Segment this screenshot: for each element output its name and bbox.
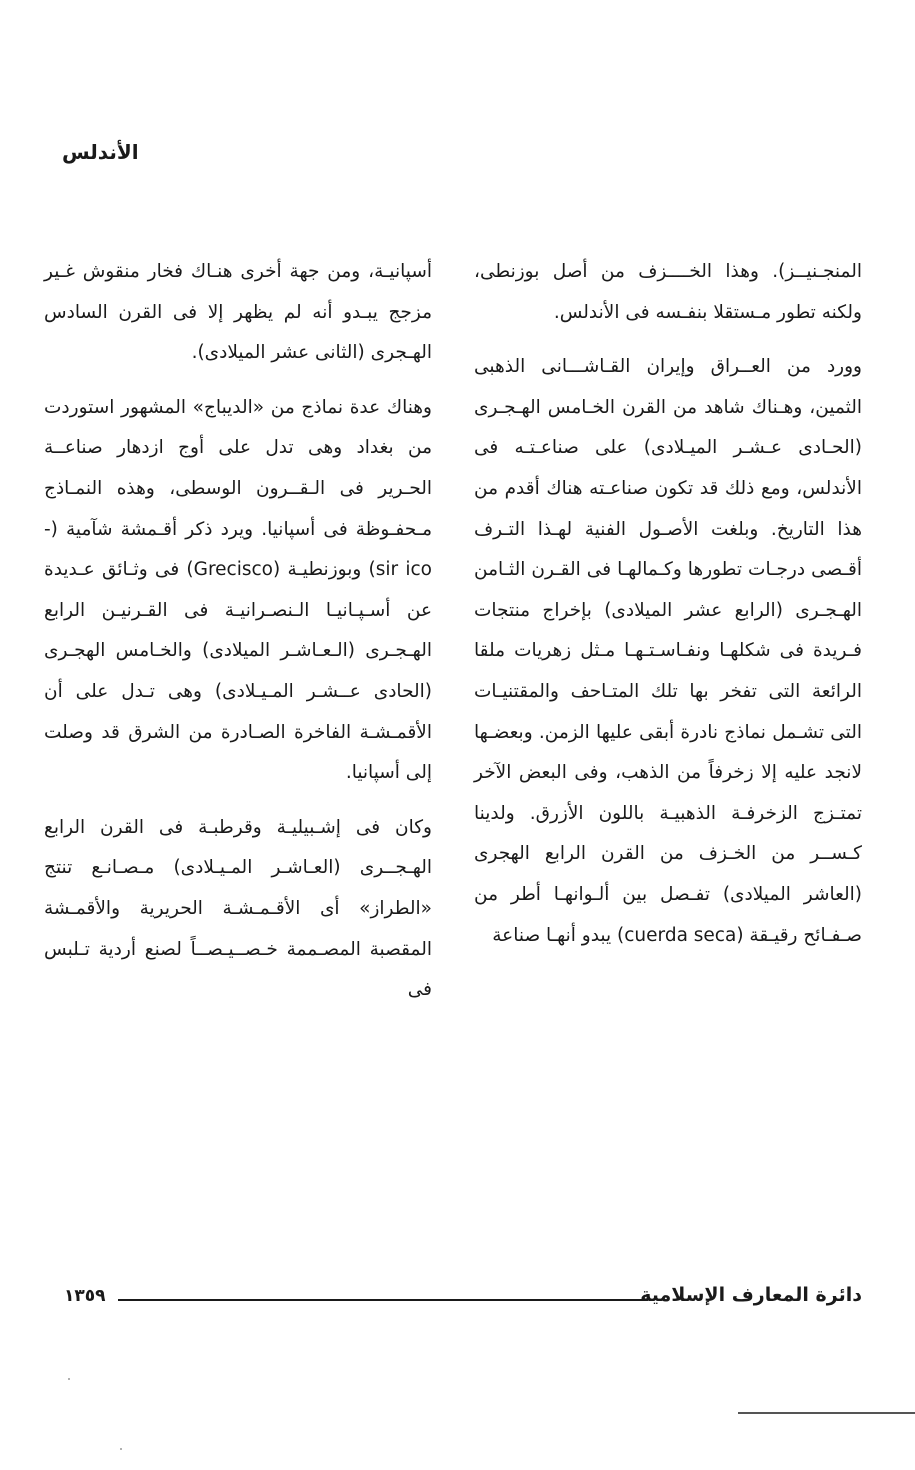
- scan-speck: [120, 1448, 122, 1450]
- footer-rule: [118, 1299, 648, 1301]
- text-column-right: [474, 252, 862, 956]
- paragraph: وكان فى إشـبيليـة وقرطبـة فى القرن الرابع الهـجــرى (العـاشـر المـيـلادى) مـصـانـع تنتج «الطراز» أى الأقـمـشـة الحريرية والأقمـشة المقصبة المصـممة خـصــيـصــاً لصنع أردية تـلبس فى: [44, 816, 432, 1001]
- paragraph: وورد من العــراق وإيران القـاشـــانى الذهبى الثمين، وهـناك شاهد من القرن الخـامس الهـجـرى (الحـادى عـشـر الميـلادى) على صناعـتـه فى الأندلس، ومع ذلك قد تكون صناعـته هناك أقدم من هذا التاريخ. وبلغت الأصـول الفنية لهـذا التـرف أقـصى درجـات تطورها وكـمالهـا فى القـرن الثـامن الهـجـرى (الرابع عشر الميلادى) بإخراج منتجات فـريدة فى شكلهـا ونفـاسـتـهـا مـثل زهريات ملقا الرائعة التى تفخر بها تلك المتـاحف والمقتنيـات التى تشـمل نماذج نادرة أبقى عليها الزمن. وبعضـها لانجد عليه إلا زخرفاً من الذهب، وفى البعض الآخر تمتـزج الزخرفـة الذهبيـة باللون الأزرق. ولدينا كـســر من الخـزف من القرن الرابع الهجرى (العاشر الميلادى) تفـصل بين ألـوانهـا أطر من صـفـائح رقيـقة (cuerda seca) يبدو أنهـا صناعة: [474, 356, 862, 946]
- paragraph: أسپانيـة، ومن جهة أخرى هنـاك فخار منقوش غـير مزجج يبـدو أنه لم يظهر إلا فى القرن السادس الهـجرى (الثانى عشر الميلادى).: [44, 261, 432, 364]
- scan-speck: [68, 1378, 70, 1380]
- page-number: ١٣٥٩: [64, 1286, 106, 1306]
- footer-encyclopedia-title: دائرة المعارف الإسلامية: [640, 1284, 862, 1306]
- page-footer: [64, 1284, 862, 1312]
- paragraph: المنجـنيــز). وهذا الخــــزف من أصل بوزنطى، ولكنه تطور مـستقلا بنفـسه فى الأندلس.: [474, 261, 862, 323]
- scan-edge-line: [738, 1412, 915, 1414]
- text-column-left: [44, 252, 432, 1011]
- running-header-title: الأندلس: [62, 140, 139, 164]
- paragraph: وهناك عدة نماذج من «الديباج» المشهور استوردت من بغداد وهى تدل على أوج ازدهار صناعــة الحـرير فى الـقــرون الوسطى، وهذه النمـاذج مـحفـوظة فى أسپانيا. ويرد ذكر أقـمشة شآمية (-sir ico) وبوزنطيـة (Grecisco) فى وثـائق عـديدة عن أسـپـانيـا الـنصـرانيـة فى القـرنيـن الرابع الهـجـرى (الـعـاشـر الميلادى) والخـامس الهجـرى (الحادى عــشـر المـيـلادى) وهى تـدل على أن الأقمـشـة الفاخرة الصـادرة من الشرق قد وصلت إلى أسپانيا.: [44, 396, 432, 784]
